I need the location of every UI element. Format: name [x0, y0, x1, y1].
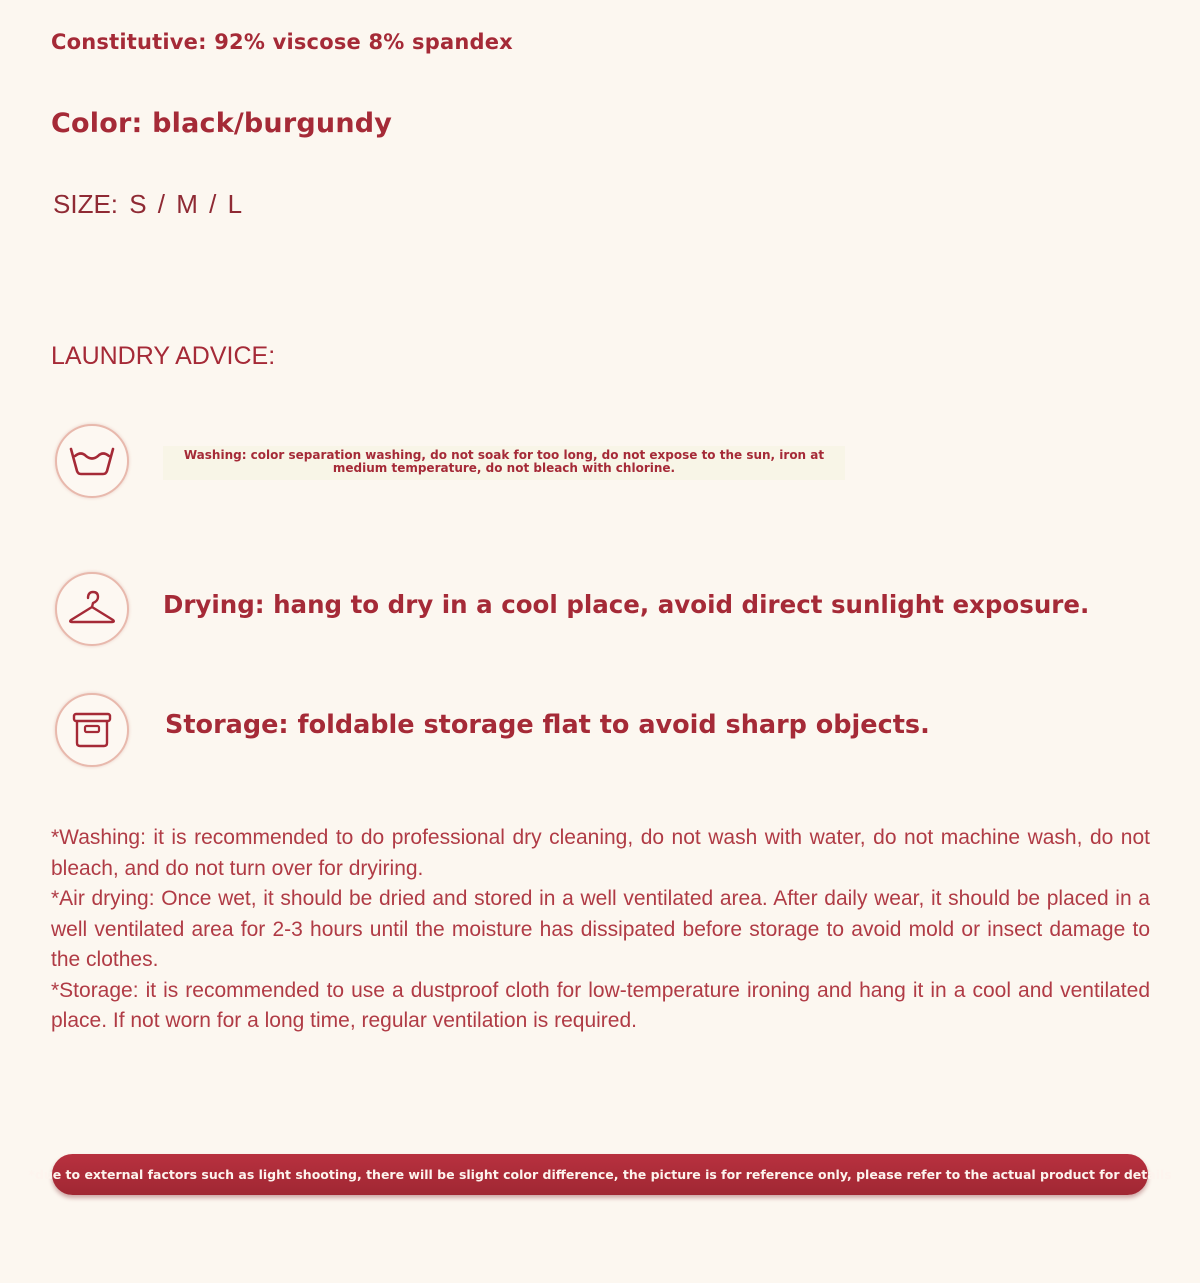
note-washing: *Washing: it is recommended to do professional dry cleaning, do not wash with water, do not machine wash, do not bleach, and do not turn over for dryiring. [51, 826, 1150, 880]
storage-advice-text: Storage: foldable storage flat to avoid sharp objects. [165, 710, 930, 740]
washing-advice-text: Washing: color separation washing, do not soak for too long, do not expose to the sun, iron at medium temperature, do not bleach with chlorine. [163, 446, 845, 480]
disclaimer-text: *due to external factors such as light shooting, there will be slight color difference, the picture is for reference only, please refer to the actual product for details [28, 1166, 1172, 1182]
disclaimer-banner [28, 1154, 1172, 1195]
storage-box-icon [55, 693, 129, 767]
hanger-icon [55, 572, 129, 646]
care-notes [51, 823, 1150, 1037]
composition-text: Constitutive: 92% viscose 8% spandex [51, 30, 513, 54]
laundry-advice-title: LAUNDRY ADVICE: [51, 342, 276, 370]
note-air-drying: *Air drying: Once wet, it should be dried and stored in a well ventilated area. After daily wear, it should be placed in a well ventilated area for 2-3 hours until the moisture has dissipated before storage to avoid mold or insect damage to the clothes. [51, 887, 1150, 971]
note-storage: *Storage: it is recommended to use a dustproof cloth for low-temperature ironing and hang it in a cool and ventilated place. If not worn for a long time, regular ventilation is required. [51, 978, 1150, 1032]
size-text: SIZE: S / M / L [53, 189, 243, 219]
wash-basin-icon [55, 424, 129, 498]
color-text: Color: black/burgundy [51, 108, 393, 139]
drying-advice-text: Drying: hang to dry in a cool place, avoid direct sunlight exposure. [163, 590, 1090, 619]
